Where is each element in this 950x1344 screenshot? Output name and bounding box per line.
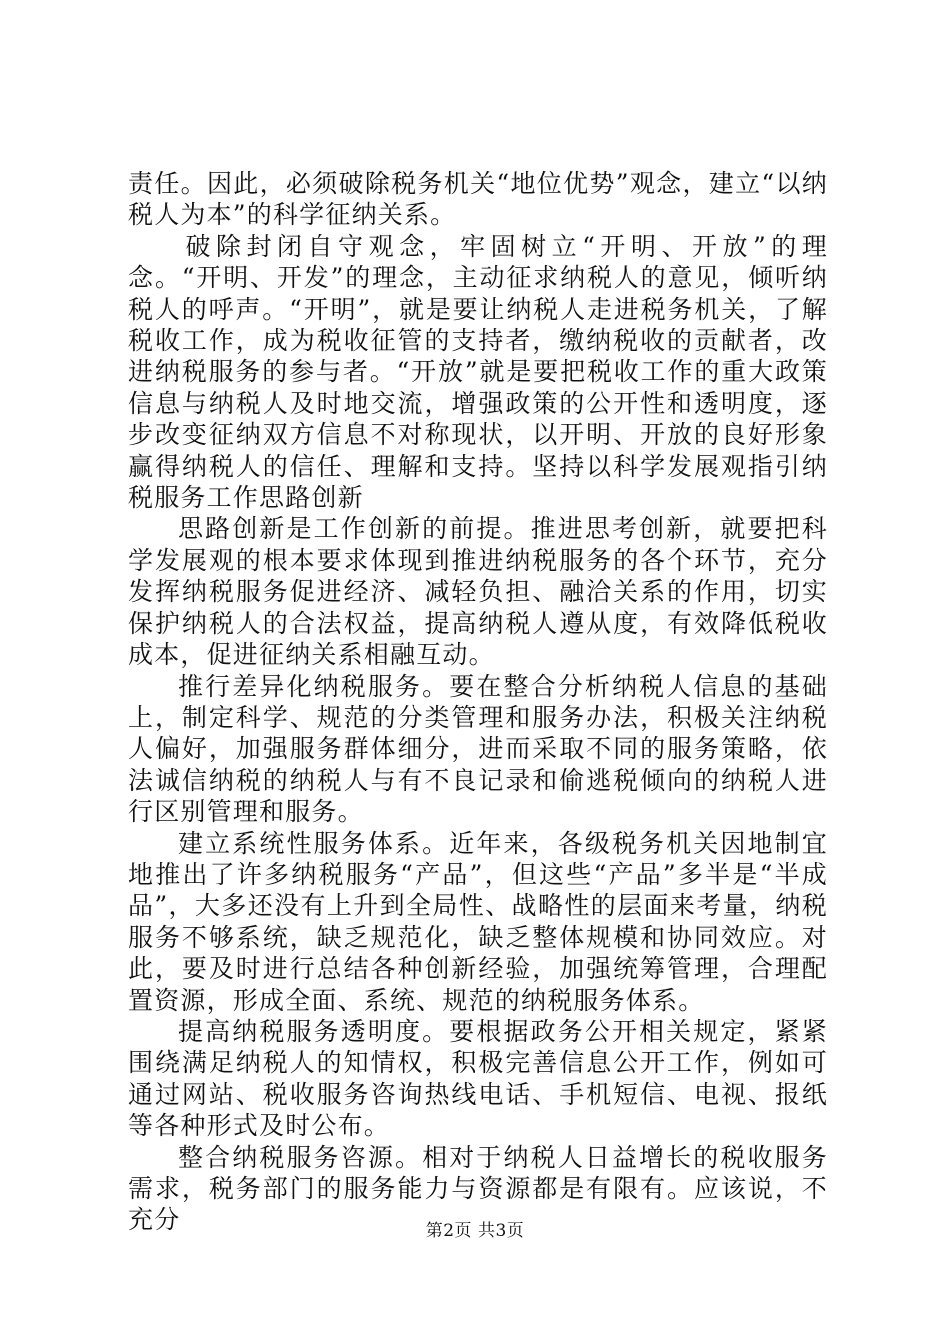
paragraph-6: 提高纳税服务透明度。要根据政务公开相关规定，紧紧围绕满足纳税人的知情权，积极完善信息公开工作，例如可通过网站、税收服务咨询热线电话、手机短信、电视、报纸等各种形式及时公布。 [128, 1016, 828, 1141]
paragraph-7: 整合纳税服务咨源。相对于纳税人日益增长的税收服务需求，税务部门的服务能力与资源都是有限有。应该说，不充分 [128, 1142, 828, 1235]
paragraph-3: 思路创新是工作创新的前提。推进思考创新，就要把科学发展观的根本要求体现到推进纳税服务的各个环节，充分发挥纳税服务促进经济、减轻负担、融洽关系的作用，切实保护纳税人的合法权益，提高纳税人遵从度，有效降低税收成本，促进征纳关系相融互动。 [128, 514, 828, 670]
document-body [128, 168, 828, 1236]
page-number-label: 第2页 共3页 [425, 1221, 525, 1241]
paragraph-4: 推行差异化纳税服务。要在整合分析纳税人信息的基础上，制定科学、规范的分类管理和服务办法，积极关注纳税人偏好，加强服务群体细分，进而采取不同的服务策略，依法诚信纳税的纳税人与有不良记录和偷逃税倾向的纳税人进行区别管理和服务。 [128, 671, 828, 827]
paragraph-1: 责任。因此，必须破除税务机关“地位优势”观念，建立“以纳税人为本”的科学征纳关系。 [128, 169, 828, 230]
paragraph-2: 破除封闭自守观念，牢固树立“开明、开放”的理念。“开明、开发”的理念，主动征求纳税人的意见，倾听纳税人的呼声。“开明”，就是要让纳税人走进税务机关，了解税收工作，成为税收征管的支持者，缴纳税收的贡献者，改进纳税服务的参与者。“开放”就是要把税收工作的重大政策信息与纳税人及时地交流，增强政策的公开性和透明度，逐步改变征纳双方信息不对称现状，以开明、开放的良好形象赢得纳税人的信任、理解和支持。坚持以科学发展观指引纳税服务工作思路创新 [128, 231, 828, 513]
page-footer [0, 1216, 950, 1241]
paragraph-5: 建立系统性服务体系。近年来，各级税务机关因地制宜地推出了许多纳税服务“产品”，但这些“产品”多半是“半成品”，大多还没有上升到全局性、战略性的层面来考量，纳税服务不够系统，缺乏规范化，缺乏整体规模和协同效应。对此，要及时进行总结各种创新经验，加强统筹管理，合理配置资源，形成全面、系统、规范的纳税服务体系。 [128, 828, 828, 1015]
